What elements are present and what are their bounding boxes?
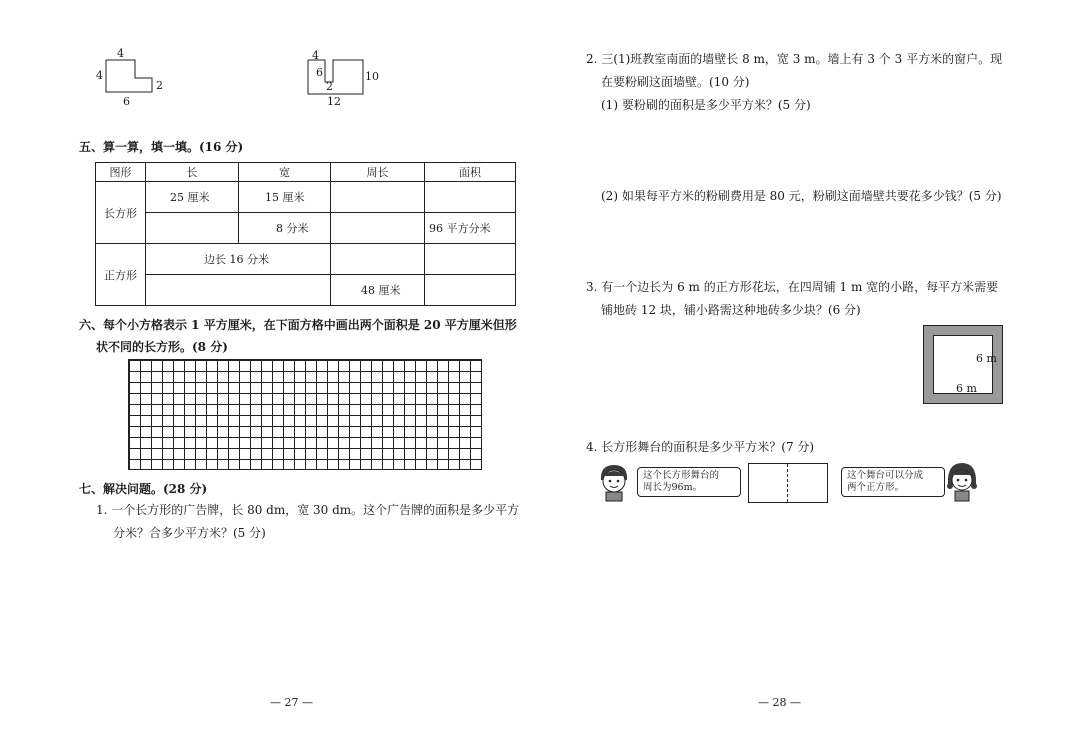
section5-title: 五、算一算，填一填。(16 分): [79, 140, 244, 154]
girl-avatar: [945, 460, 979, 502]
q1-line2: 分米？合多少平方米？(5 分): [113, 526, 266, 540]
speech-bubble-right: [841, 467, 945, 497]
header-area: 面积: [425, 163, 516, 182]
fig2-bottom-label: 12: [327, 95, 341, 108]
square-row-label: 正方形: [96, 244, 146, 306]
bubble-left-line2: 周长为96m。: [643, 482, 703, 493]
bubble-right-line2: 两个正方形。: [847, 482, 905, 493]
fig1-left-label: 4: [96, 69, 103, 82]
cell-s2-area: [425, 275, 516, 306]
cell-s2-side: [146, 275, 331, 306]
header-width: 宽: [239, 163, 331, 182]
fig2-inner-left-label: 6: [316, 66, 323, 79]
cell-r1-length: 25 厘米: [146, 182, 239, 213]
q4-line: 4. 长方形舞台的面积是多少平方米？(7 分): [586, 440, 815, 454]
q2-sub2: (2) 如果每平方米的粉刷费用是 80 元，粉刷这面墙壁共要花多少钱？(5 分): [601, 189, 1002, 203]
section5-table: [95, 162, 516, 306]
bubble-left-line1: 这个长方形舞台的: [643, 470, 720, 481]
q3-line2: 铺地砖 12 块，铺小路需这种地砖多少块？(6 分): [601, 303, 861, 317]
section6-line1: 六、每个小方格表示 1 平方厘米，在下面方格中画出两个面积是 20 平方厘米但形: [79, 318, 517, 332]
cell-s1-area: [425, 244, 516, 275]
bubble-right-line1: 这个舞台可以分成: [847, 470, 924, 481]
cell-r1-perimeter: [331, 182, 425, 213]
cell-r2-length: [146, 213, 239, 244]
header-length: 长: [146, 163, 239, 182]
q2-line1: 2. 三(1)班教室南面的墙壁长 8 m，宽 3 m。墙上有 3 个 3 平方米的窗户。现: [586, 52, 1003, 66]
cell-r1-area: [425, 182, 516, 213]
fig2-right-label: 10: [365, 70, 379, 83]
section7-title: 七、解决问题。(28 分): [79, 482, 208, 496]
header-shape: 图形: [96, 163, 146, 182]
q1-line1: 1. 一个长方形的广告牌，长 80 dm，宽 30 dm。这个广告牌的面积是多少平方: [96, 503, 520, 517]
fig1-bottom-label: 6: [123, 95, 130, 108]
q3-line1: 3. 有一个边长为 6 m 的正方形花坛，在四周铺 1 m 宽的小路，每平方米需要: [586, 280, 999, 294]
square-grid: [128, 359, 482, 470]
stage-rectangle: [748, 463, 828, 503]
cell-s1-side: 边长 16 分米: [146, 244, 331, 275]
notched-shape-figure-2: [305, 50, 385, 108]
q2-sub1: (1) 要粉刷的面积是多少平方米？(5 分): [601, 98, 811, 112]
stage-divider: [787, 464, 788, 502]
cell-r1-width: 15 厘米: [239, 182, 331, 213]
boy-avatar: [597, 462, 631, 502]
header-perimeter: 周长: [331, 163, 425, 182]
page-number-28: — 28 —: [758, 696, 801, 709]
fig2-inner-bottom-label: 2: [326, 80, 333, 93]
section6-line2: 状不同的长方形。(8 分): [96, 340, 228, 354]
fig1-right-label: 2: [156, 79, 163, 92]
rect-row-label: 长方形: [96, 182, 146, 244]
cell-r2-area: 96 平方分米: [425, 213, 516, 244]
l-shape-figure-1: [96, 47, 170, 108]
flower-bed-side-label: 6 m: [976, 352, 997, 365]
speech-bubble-left: [637, 467, 741, 497]
flower-bed-bottom-label: 6 m: [956, 382, 977, 395]
q2-line2: 在要粉刷这面墙壁。(10 分): [601, 75, 750, 89]
fig1-top-label: 4: [117, 47, 124, 60]
cell-s1-perimeter: [331, 244, 425, 275]
cell-r2-width: 8 分米: [239, 213, 331, 244]
cell-s2-perimeter: 48 厘米: [331, 275, 425, 306]
flower-bed-figure: [923, 325, 1003, 404]
page-number-27: — 27 —: [270, 696, 313, 709]
cell-r2-perimeter: [331, 213, 425, 244]
fig2-top-label: 4: [312, 49, 319, 62]
